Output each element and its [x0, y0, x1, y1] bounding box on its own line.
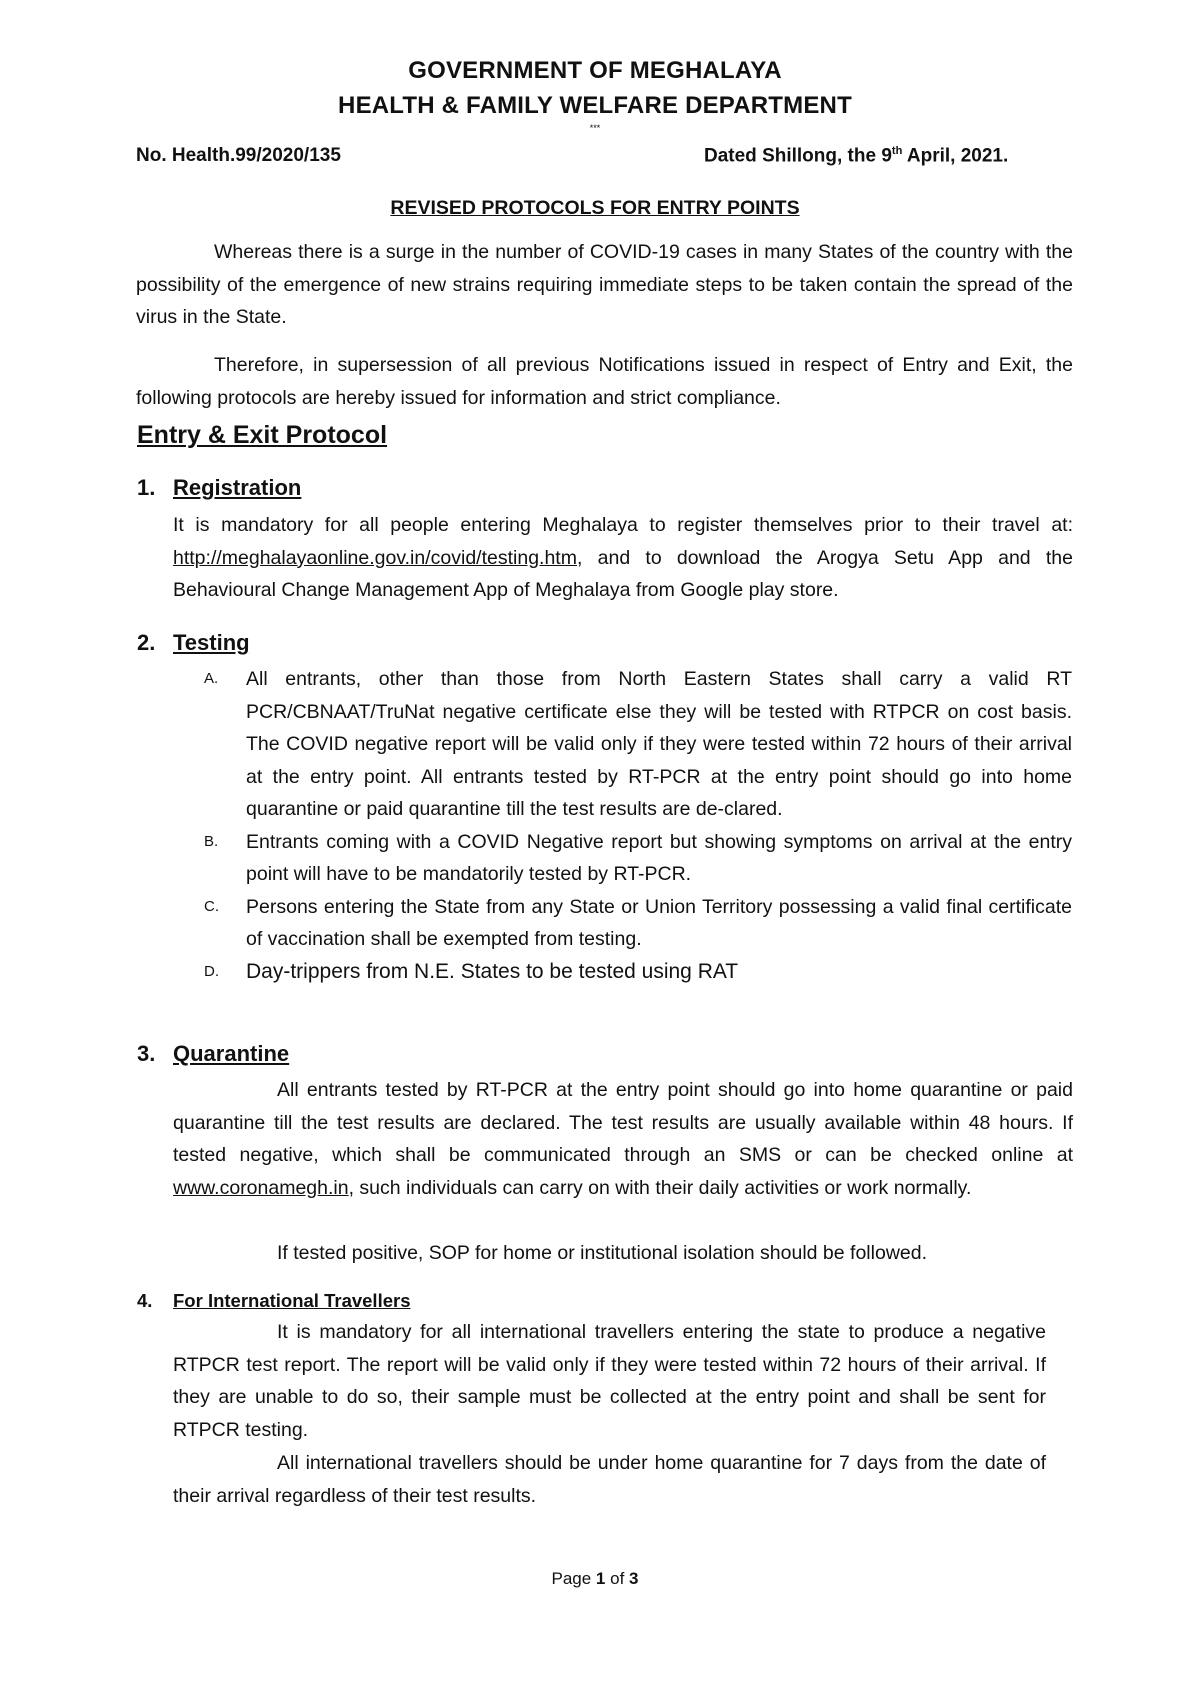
heading-international-travellers: 4. For International Travellers	[137, 1290, 411, 1311]
list-item: C. Persons entering the State from any State or Union Territory possessing a valid final certificate of vaccination shall be exempted from testing.	[204, 895, 1072, 950]
international-paragraph-1: It is mandatory for all international travellers entering the state to produce a negative RTPCR test report. The report will be valid only if they were tested within 72 hours of their arrival. If they are unable to do so, their sample must be collected at the entry point and shall be sent for RTPCR testing.	[173, 1321, 1046, 1441]
list-item: A. All entrants, other than those from North Eastern States shall carry a valid RT PCR/CBNAAT/TruNat negative certificate else they will be tested with RTPCR on cost basis. The COVID negative report will be valid only if they were tested within 72 hours of their arrival at the entry point. All entrants tested by RT-PCR at the entry point should go into home quarantine or paid quarantine till the test results are de-clared.	[204, 668, 1072, 820]
document-subject: REVISED PROTOCOLS FOR ENTRY POINTS	[390, 197, 800, 219]
header-government: GOVERNMENT OF MEGHALAYA	[408, 57, 782, 84]
testing-list	[200, 663, 1072, 988]
preamble-paragraph-2: Therefore, in supersession of all previous Notifications issued in respect of Entry and Exit, the following protocols are hereby issued for information and strict compliance.	[136, 354, 1073, 409]
list-item: B. Entrants coming with a COVID Negative report but showing symptoms on arrival at the entry point will have to be mandatorily tested by RT-PCR.	[204, 830, 1072, 885]
registration-text: It is mandatory for all people entering Meghalaya to register themselves prior to their travel at: http://meghalayaonline.gov.in/covid/testing.htm, and to download the Arogya Setu App and the Behavioural Change Management App of Meghalaya from Google play store.	[173, 514, 1073, 601]
preamble-paragraph-1: Whereas there is a surge in the number of COVID-19 cases in many States of the country with the possibility of the emergence of new strains requiring immediate steps to be taken contain the spread of the virus in the State.	[136, 241, 1073, 328]
reference-number: No. Health.99/2020/135	[136, 145, 341, 166]
heading-testing: 2. Testing	[137, 630, 250, 655]
header-separator: ***	[589, 123, 601, 133]
coronamegh-link[interactable]: www.coronamegh.in	[173, 1176, 349, 1199]
section-title: Entry & Exit Protocol	[137, 421, 388, 449]
registration-link[interactable]: http://meghalayaonline.gov.in/covid/testing.htm	[173, 546, 577, 569]
page-number: Page 1 of 3	[551, 1569, 639, 1588]
list-item: D. Day-trippers from N.E. States to be tested using RAT	[204, 959, 739, 983]
international-paragraph-2: All international travellers should be under home quarantine for 7 days from the date of their arrival regardless of their test results.	[173, 1452, 1046, 1507]
reference-date: Dated Shillong, the 9th April, 2021.	[704, 145, 1009, 167]
quarantine-paragraph-2: If tested positive, SOP for home or institutional isolation should be followed.	[277, 1242, 928, 1264]
header-department: HEALTH & FAMILY WELFARE DEPARTMENT	[338, 92, 852, 119]
heading-quarantine: 3. Quarantine	[137, 1041, 290, 1066]
heading-registration: 1. Registration	[137, 475, 302, 500]
quarantine-paragraph-1: All entrants tested by RT-PCR at the entry point should go into home quarantine or paid quarantine till the test results are declared. The test results are usually available within 48 hours. If tested negative, which shall be communicated through an SMS or can be checked online at www.coronamegh.in, such individuals can carry on with their daily activities or work normally.	[173, 1079, 1073, 1199]
